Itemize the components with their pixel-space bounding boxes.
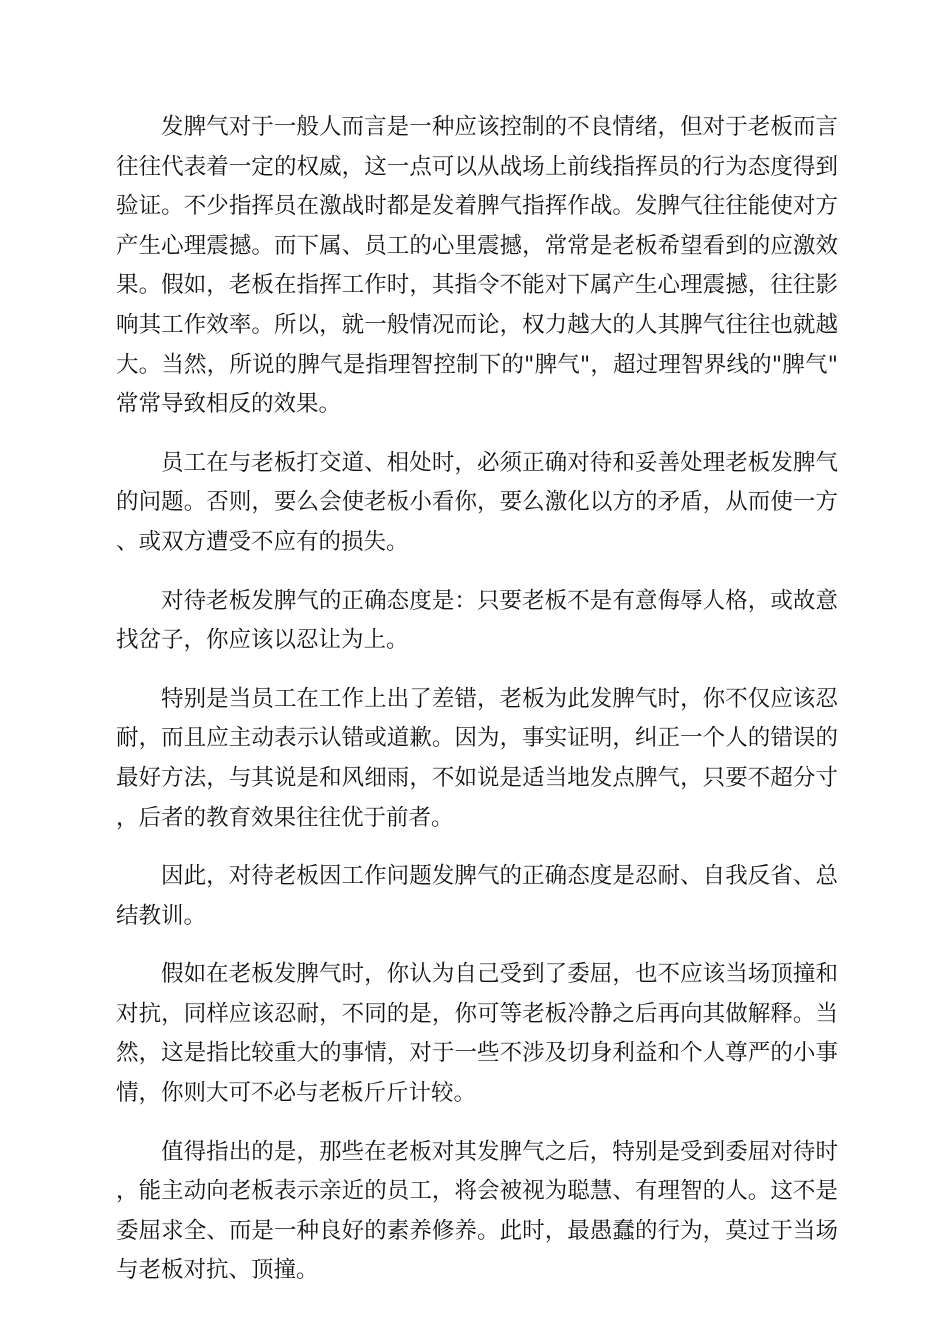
paragraph-3: 对待老板发脾气的正确态度是：只要老板不是有意侮辱人格，或故意找岔子，你应该以忍让为上。 — [116, 587, 838, 654]
paragraph-4: 特别是当员工在工作上出了差错，老板为此发脾气时，你不仅应该忍耐，而且应主动表示认错或道歉。因为，事实证明，纠正一个人的错误的最好方法，与其说是和风细雨，不如说是适当地发点脾气，只要不超分寸，后者的教育效果往往优于前者。 — [116, 685, 838, 831]
paragraph-5: 因此，对待老板因工作问题发脾气的正确态度是忍耐、自我反省、总结教训。 — [116, 863, 838, 929]
paragraph-2: 员工在与老板打交道、相处时，必须正确对待和妥善处理老板发脾气的问题。否则，要么会使老板小看你，要么激化以方的矛盾，从而使一方、或双方遭受不应有的损失。 — [116, 449, 838, 555]
paragraph-6: 假如在老板发脾气时，你认为自己受到了委屈，也不应该当场顶撞和对抗，同样应该忍耐，不同的是，你可等老板冷静之后再向其做解释。当然，这是指比较重大的事情，对于一些不涉及切身利益和个人尊严的小事情，你则大可不必与老板斤斤计较。 — [116, 961, 838, 1107]
document-page — [116, 108, 838, 1310]
paragraph-1: 发脾气对于一般人而言是一种应该控制的不良情绪，但对于老板而言往往代表着一定的权威，这一点可以从战场上前线指挥员的行为态度得到验证。不少指挥员在激战时都是发着脾气指挥作战。发脾气往往能使对方产生心理震撼。而下属、员工的心里震撼，常常是老板希望看到的应激效果。假如，老板在指挥工作时，其指令不能对下属产生心理震撼，往往影响其工作效率。所以，就一般情况而论，权力越大的人其脾气往往也就越大。当然，所说的脾气是指理智控制下的"脾气"，超过理智界线的"脾气"常常导致相反的效果。 — [116, 114, 838, 418]
paragraph-7: 值得指出的是，那些在老板对其发脾气之后，特别是受到委屈对待时，能主动向老板表示亲近的员工，将会被视为聪慧、有理智的人。这不是委屈求全、而是一种良好的素养修养。此时，最愚蠢的行为，莫过于当场与老板对抗、顶撞。 — [116, 1138, 838, 1284]
